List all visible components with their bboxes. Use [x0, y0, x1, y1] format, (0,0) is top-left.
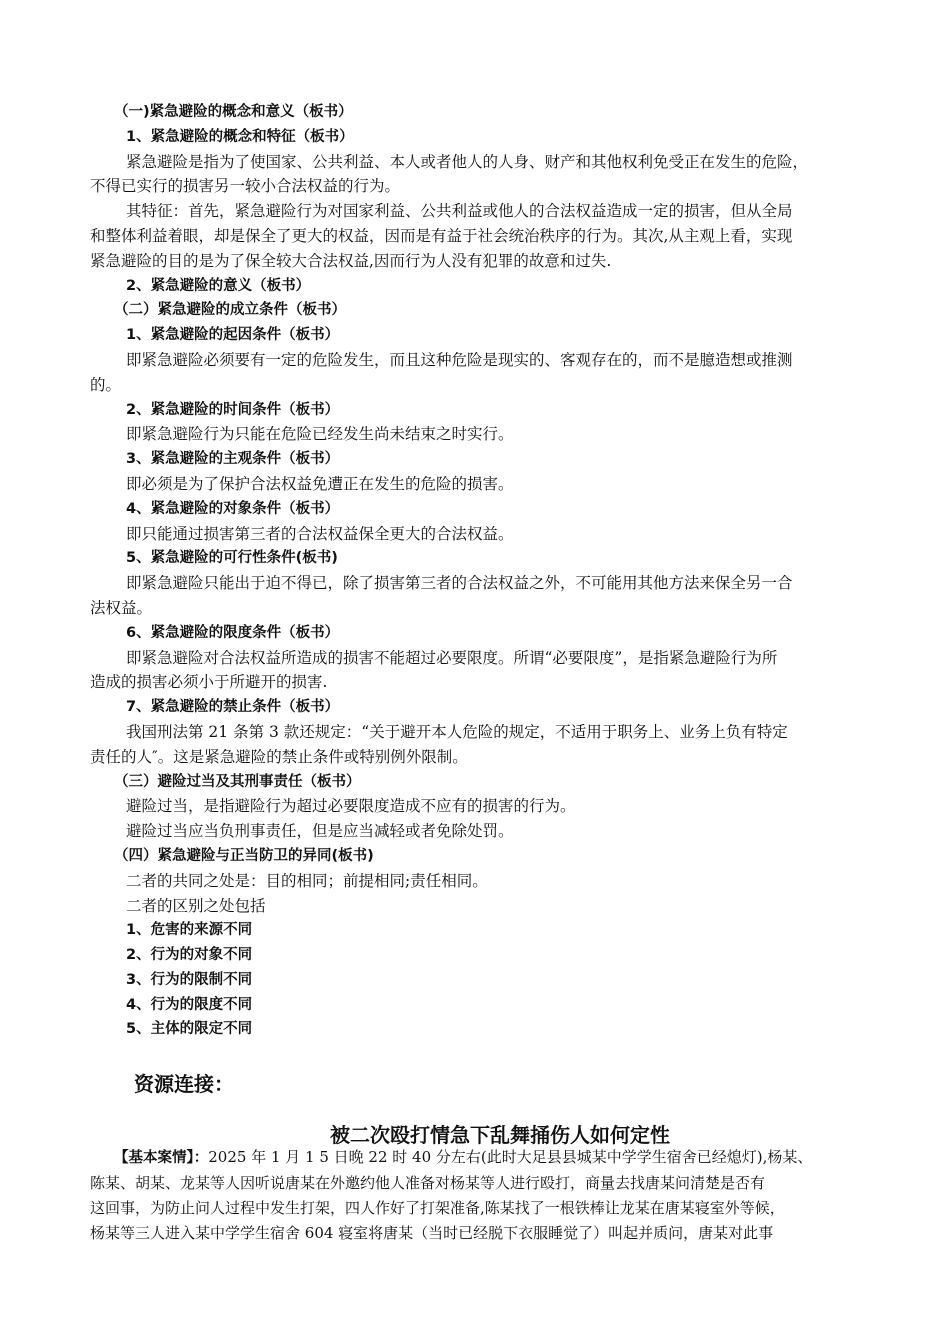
paragraph-line: 的。 — [90, 375, 122, 394]
section-heading: 1、紧急避险的起因条件（板书） — [126, 327, 340, 344]
section-heading: 1、紧急避险的概念和特征（板书） — [126, 128, 354, 145]
section-heading: 3、行为的限制不同 — [126, 971, 253, 988]
section-heading: 2、紧急避险的时间条件（板书） — [126, 401, 340, 418]
paragraph-line: 避险过当，是指避险行为超过必要限度造成不应有的损害的行为。 — [126, 797, 576, 816]
case-line: 2025 年 1 月 1 5 日晚 22 时 40 分左右(此时大足县县城某中学学生宿舍已经熄灯),杨某、 — [208, 1148, 813, 1166]
paragraph-line: 即紧急避险必须要有一定的危险发生，而且这种危险是现实的、客观存在的，而不是臆造想或推测 — [126, 350, 793, 369]
paragraph-line: 即紧急避险行为只能在危险已经发生尚未结束之时实行。 — [126, 425, 514, 444]
section-heading: 1、危害的来源不同 — [126, 922, 253, 939]
paragraph-line: 即必须是为了保护合法权益免遭正在发生的危险的损害。 — [126, 474, 514, 493]
paragraph-line: 即紧急避险对合法权益所造成的损害不能超过必要限度。所谓“必要限度”，是指紧急避险行为所 — [126, 648, 778, 667]
section-heading: 2、紧急避险的意义（板书） — [126, 277, 311, 294]
case-section — [90, 1145, 870, 1246]
case-line: 杨某等三人进入某中学学生宿舍 604 寝室将唐某（当时已经脱下衣服睡觉了）叫起并质问，唐某对此事 — [90, 1224, 774, 1242]
paragraph-line: 和整体利益着眼，却是保全了更大的权益，因而是有益于社会统治秩序的行为。其次,从主观上看，实现 — [90, 226, 793, 245]
case-first-line — [90, 1145, 870, 1171]
lesson-notes — [90, 100, 860, 1042]
section-heading: 3、紧急避险的主观条件（板书） — [126, 451, 340, 468]
paragraph-line: 即只能通过损害第三者的合法权益保全更大的合法权益。 — [126, 524, 514, 543]
section-heading: 5、主体的限定不同 — [126, 1021, 253, 1038]
resources-heading: 资源连接： — [134, 1072, 234, 1096]
paragraph-line: 不得已实行的损害另一较小合法权益的行为。 — [90, 177, 401, 196]
paragraph-line: 法权益。 — [90, 598, 153, 617]
section-heading: （三）避险过当及其刑事责任（板书） — [114, 773, 361, 790]
case-line: 这回事，为防止问人过程中发生打架，四人作好了打架准备,陈某找了一根铁棒让龙某在唐某寝室外等候， — [90, 1199, 785, 1217]
section-heading: （一)紧急避险的概念和意义（板书） — [114, 104, 353, 120]
paragraph-line: 二者的共同之处是：目的相同；前提相同;责任相同。 — [126, 871, 488, 890]
paragraph-line: 紧急避险的目的是为了保全较大合法权益,因而行为人没有犯罪的故意和过失. — [90, 251, 612, 270]
section-heading: 4、紧急避险的对象条件（板书） — [126, 500, 340, 517]
case-title: 被二次殴打情急下乱舞捅伤人如何定性 — [330, 1123, 670, 1147]
paragraph-line: 二者的区别之处包括 — [126, 896, 266, 915]
case-line: 陈某、胡某、龙某等人因听说唐某在外邀约他人准备对杨某等人进行殴打，商量去找唐某问清楚是否有 — [90, 1174, 766, 1192]
section-heading: 4、行为的限度不同 — [126, 996, 253, 1013]
paragraph-line: 紧急避险是指为了使国家、公共利益、本人或者他人的人身、财产和其他权利免受正在发生的危险， — [126, 152, 809, 171]
section-heading: 7、紧急避险的禁止条件（板书） — [126, 699, 340, 716]
paragraph-line: 其特征：首先，紧急避险行为对国家利益、公共利益或他人的合法权益造成一定的损害，但从全局 — [126, 202, 793, 221]
section-heading: 5、紧急避险的可行性条件(板书) — [126, 550, 338, 567]
case-label: 【基本案情】： — [114, 1150, 209, 1166]
section-heading: 2、行为的对象不同 — [126, 947, 253, 964]
paragraph-line: 造成的损害必须小于所避开的损害. — [90, 673, 328, 692]
section-heading: （四）紧急避险与正当防卫的异同(板书) — [114, 847, 374, 864]
section-heading: 6、紧急避险的限度条件（板书） — [126, 624, 340, 641]
paragraph-line: 避险过当应当负刑事责任，但是应当减轻或者免除处罚。 — [126, 822, 514, 841]
section-heading: （二）紧急避险的成立条件（板书） — [114, 302, 346, 319]
paragraph-line: 责任的人″。这是紧急避险的禁止条件或特别例外限制。 — [90, 747, 468, 766]
paragraph-line: 即紧急避险只能出于迫不得已，除了损害第三者的合法权益之外，不可能用其他方法来保全另一合 — [126, 574, 793, 593]
paragraph-line: 我国刑法第 21 条第 3 款还规定：“关于避开本人危险的规定，不适用于职务上、业务上负有特定 — [126, 722, 788, 741]
